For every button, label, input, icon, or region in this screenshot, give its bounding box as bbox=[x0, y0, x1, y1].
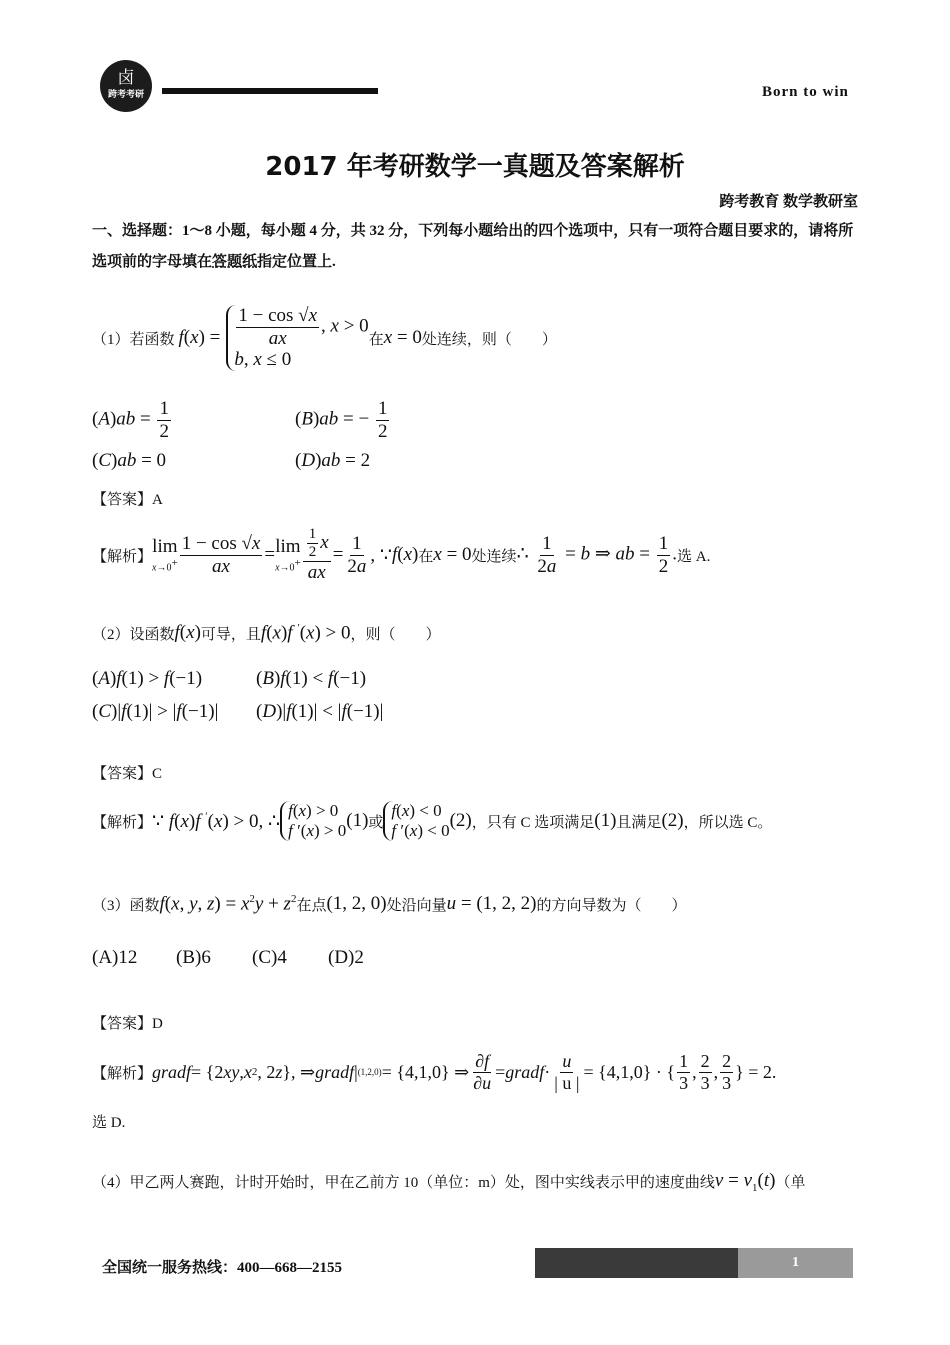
q1-function: f(x) = bbox=[178, 327, 221, 348]
q1-answer: 【答案】A bbox=[92, 492, 163, 508]
section-suffix: 指定位置上. bbox=[257, 254, 336, 270]
q1-option-a: (A)ab = $\frac{1}{2}$ bbox=[92, 398, 169, 442]
q3-analysis-label: 【解析】 bbox=[92, 1065, 153, 1082]
header-rule bbox=[162, 88, 378, 94]
q2-system-1: f(x) > 0 f ′(x) > 0 bbox=[280, 801, 346, 841]
logo-text: 跨考考研 bbox=[107, 90, 144, 100]
page-title: 2017 年考研数学一真题及答案解析 bbox=[265, 152, 685, 182]
page-number: 1 bbox=[738, 1248, 853, 1278]
q2-option-c: (C)|f(1)| > |f(−1)| bbox=[92, 701, 219, 722]
logo bbox=[100, 60, 152, 112]
q3-vector: u = (1, 2, 2) bbox=[446, 893, 537, 915]
q3-option-a: (A)12 bbox=[92, 947, 138, 968]
q3-option-d: (D)2 bbox=[328, 947, 364, 968]
q3-point: (1, 2, 0) bbox=[326, 893, 387, 915]
q2-end: ，则（ ） bbox=[350, 626, 441, 643]
q2-analysis-math: ∵ f(x)f ′(x) > 0, ∴ bbox=[152, 810, 281, 832]
q2-label-1: (1) bbox=[346, 810, 369, 831]
footer-hotline: 全国统一服务热线：400—668—2155 bbox=[102, 1260, 343, 1276]
q1-analysis-math: lim x→0+ $\frac{1 - \cos √x}{ax}$ = lim x→0+ $\frac{1}{2}$ x ax = $\frac{1}{2a}$ , ∵ f ( x ) bbox=[152, 525, 419, 584]
q3-option-b: (B)6 bbox=[176, 947, 211, 968]
logo-mark-icon: 卤 bbox=[117, 68, 135, 88]
q2-system-2: f(x) < 0 f ′(x) < 0 bbox=[383, 801, 449, 841]
q1-cont: 处连续，则（ ） bbox=[421, 331, 557, 348]
q4-text: （4）甲乙两人赛跑，计时开始时，甲在乙前方 10（单位：m）处，图中实线表示甲的速度曲线 bbox=[92, 1175, 715, 1192]
q2-analysis bbox=[92, 792, 772, 850]
q1-analysis-mid: 在 bbox=[418, 548, 434, 565]
footer-dark-bar bbox=[535, 1248, 738, 1278]
q2-option-b: (B)f(1) < f(−1) bbox=[256, 668, 367, 689]
q1-analysis-end: 选 A. bbox=[677, 548, 711, 565]
q1-analysis-label: 【解析】 bbox=[92, 548, 153, 565]
q1-analysis-result: ∴ $\frac{1}{2a}$ = b ⇒ ab = $\frac{1}{2}$ . bbox=[516, 532, 678, 577]
q1-cond: 在 bbox=[368, 331, 384, 348]
question-4 bbox=[92, 1170, 805, 1194]
q1-option-c: (C)ab = 0 bbox=[92, 450, 167, 471]
q2-and: 且满足 bbox=[616, 814, 662, 831]
q2-ref-1: (1) bbox=[594, 810, 617, 831]
section-emph: 答题纸 bbox=[212, 254, 258, 270]
question-2 bbox=[92, 622, 441, 644]
section-prefix: 一、选择题：1～8 小题，每小题 4 分，共 32 分，下列每小题给出的四个选项中，只有一项符合题目要求的，请将所选项前的字母填在 bbox=[92, 223, 854, 270]
q3-option-c: (C)4 bbox=[252, 947, 287, 968]
q3-answer: 【答案】D bbox=[92, 1016, 163, 1032]
q2-or: 或 bbox=[368, 814, 384, 831]
q2-option-a: (A)f(1) > f(−1) bbox=[92, 668, 203, 689]
q3-choose: 选 D. bbox=[92, 1115, 126, 1131]
q3-num: （3）函数 bbox=[92, 897, 160, 914]
q3-along: 处沿向量 bbox=[386, 897, 447, 914]
org-name: 跨考教育 数学教研室 bbox=[719, 194, 858, 210]
q2-label-2: (2) bbox=[449, 810, 472, 831]
q1-analysis bbox=[92, 515, 710, 595]
q3-at-point: 在点 bbox=[296, 897, 327, 914]
q2-end2: ，只有 C 选项满足 bbox=[471, 814, 595, 831]
q2-option-d: (D)|f(1)| < |f(−1)| bbox=[256, 701, 384, 722]
question-1 bbox=[92, 298, 557, 378]
q4-curve: $v = v_1(t)$ bbox=[714, 1170, 776, 1194]
q2-end3: ，所以选 C。 bbox=[683, 814, 773, 831]
q3-function: f(x, y, $z) = x^2y + z^2$ bbox=[159, 893, 297, 915]
q2-ref-2: (2) bbox=[661, 810, 684, 831]
q2-num: （2）设函数 bbox=[92, 626, 175, 643]
q2-mid: 可导，且 bbox=[200, 626, 261, 643]
q3-analysis-math: gradf = {2 xy , x 2 , 2 z }, ⇒ gradf | (1,2,0) = {4,1,0} ⇒ $\frac{\partial f}{\partial u}$ = gradf · $\frac{u}{| u |}$ = {4,1,0} · { $\frac{1}{3}$ , $\frac{2}{3}$ , $\frac{2}{3}$ } = 2. bbox=[152, 1050, 777, 1093]
q1-option-b: (B)ab = − $\frac{1}{2}$ bbox=[295, 398, 388, 442]
q3-end: 的方向导数为（ ） bbox=[536, 897, 687, 914]
q1-num: （1）若函数 bbox=[92, 331, 175, 348]
q2-answer: 【答案】C bbox=[92, 766, 163, 782]
q2-fx: f(x) bbox=[174, 622, 201, 644]
q3-analysis bbox=[92, 1046, 776, 1098]
q1-analysis-mid2: 处连续 bbox=[471, 548, 517, 565]
q1-option-d: (D)ab = 2 bbox=[295, 450, 371, 471]
q2-condition: f(x)f ′(x) > 0 bbox=[260, 622, 351, 644]
slogan: Born to win bbox=[762, 84, 849, 100]
q1-point: x = 0 bbox=[383, 327, 422, 348]
q1-piecewise: $\frac{1 - \cos √x}{ax}$ , x > 0 b, x ≤ 0 bbox=[226, 305, 368, 372]
q1-analysis-point: x = 0 bbox=[433, 544, 472, 565]
section-instructions bbox=[92, 216, 860, 278]
q4-end: （单 bbox=[775, 1175, 806, 1192]
q2-analysis-label: 【解析】 bbox=[92, 814, 153, 831]
question-3 bbox=[92, 893, 687, 915]
